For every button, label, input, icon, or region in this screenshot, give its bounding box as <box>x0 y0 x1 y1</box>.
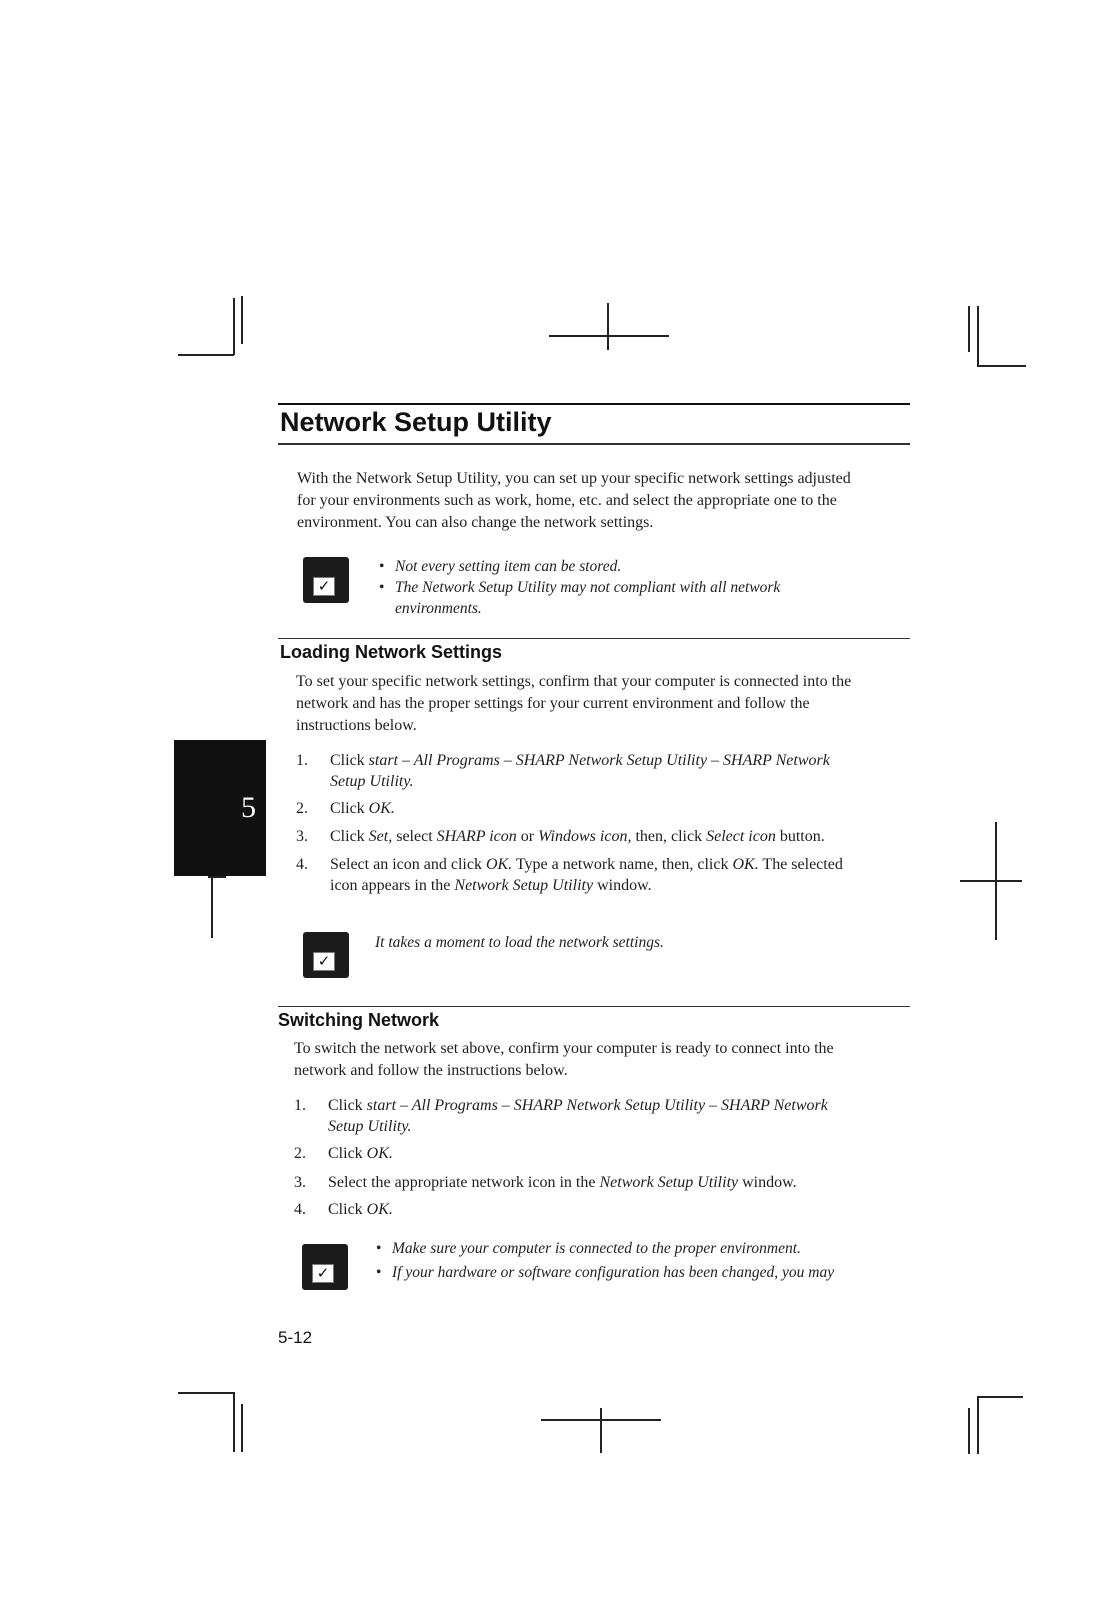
switching-section-rule <box>278 1006 910 1007</box>
step-number: 2. <box>294 1145 306 1162</box>
step-path-cont: Setup Utility. <box>330 773 414 790</box>
step-text: Select the appropriate network icon in the <box>328 1174 600 1191</box>
intro-paragraph <box>297 468 909 534</box>
checkmark-icon: ✓ <box>313 577 335 596</box>
step-ok: OK. <box>732 856 759 873</box>
step-number: 4. <box>296 856 308 873</box>
step-text: Click <box>328 1097 367 1114</box>
step-text: The selected <box>758 856 843 873</box>
step-ok: OK. <box>366 1145 393 1162</box>
step-term: Network Setup Utility <box>454 877 594 894</box>
step-term: Windows icon, <box>538 828 632 845</box>
step-text: Click <box>330 752 369 769</box>
step-term: Set, <box>368 828 393 845</box>
step-ok: OK. <box>366 1201 393 1218</box>
step-term: Select icon <box>706 828 776 845</box>
loading-step-2 <box>296 798 916 820</box>
step-text: or <box>516 828 539 845</box>
step-term: SHARP icon <box>436 828 517 845</box>
switching-heading: Switching Network <box>278 1010 440 1030</box>
step-ok: OK. <box>485 856 513 873</box>
intro-line: With the Network Setup Utility, you can set up your specific network settings adjusted <box>297 470 851 487</box>
step-text: icon appears in the <box>330 877 455 894</box>
intro-line: environment. You can also change the network settings. <box>297 514 654 531</box>
step-text: select <box>392 828 437 845</box>
step-ok: OK. <box>368 800 395 817</box>
loading-intro <box>296 671 908 737</box>
step-number: 4. <box>294 1201 306 1218</box>
step-number: 3. <box>294 1174 306 1191</box>
title-top-rule <box>278 403 910 405</box>
loading-section-rule <box>278 638 910 639</box>
step-text: Select an icon and click <box>330 856 486 873</box>
note-1-item-cont: environments. <box>395 600 482 617</box>
loading-heading: Loading Network Settings <box>280 642 503 662</box>
step-text: button. <box>775 828 825 845</box>
loading-note: It takes a moment to load the network settings. <box>375 934 664 951</box>
note-1-item: • The Network Setup Utility may not compliant with all network <box>395 577 780 598</box>
loading-step-3 <box>296 826 916 848</box>
loading-step-1 <box>296 750 916 794</box>
step-text: Click <box>328 1201 367 1218</box>
note-check-icon <box>302 1244 348 1290</box>
step-text: Click <box>330 800 369 817</box>
note-1-item: • Not every setting item can be stored. <box>395 556 780 577</box>
switching-step-3 <box>294 1172 914 1194</box>
loading-intro-line: To set your specific network settings, confirm that your computer is connected into the <box>296 673 852 690</box>
step-text: Type a network name, then, click <box>512 856 733 873</box>
intro-line: for your environments such as work, home, etc. and select the appropriate one to the <box>297 492 837 509</box>
step-path: start – All Programs – SHARP Network Setup Utility – SHARP Network <box>368 752 830 769</box>
checkmark-icon: ✓ <box>312 1264 334 1283</box>
step-path-cont: Setup Utility. <box>328 1118 412 1135</box>
switching-intro-line: To switch the network set above, confirm your computer is ready to connect into the <box>294 1040 834 1057</box>
step-term: Network Setup Utility <box>599 1174 739 1191</box>
page-title: Network Setup Utility <box>280 407 552 437</box>
step-text: window. <box>593 877 652 894</box>
step-text: window. <box>738 1174 797 1191</box>
switching-intro <box>294 1038 906 1082</box>
switching-step-1 <box>294 1095 914 1139</box>
step-number: 3. <box>296 828 308 845</box>
chapter-tab <box>174 740 266 876</box>
step-number: 2. <box>296 800 308 817</box>
switching-note-item: • If your hardware or software configuration has been changed, you may <box>392 1262 834 1283</box>
switching-note <box>392 1238 834 1283</box>
checkmark-icon: ✓ <box>313 952 335 971</box>
chapter-number: 5 <box>241 791 256 824</box>
step-text: Click <box>328 1145 367 1162</box>
page-number: 5-12 <box>278 1328 313 1347</box>
note-1 <box>395 556 780 619</box>
loading-step-4 <box>296 854 916 898</box>
loading-intro-line: network and has the proper settings for your current environment and follow the <box>296 695 810 712</box>
loading-intro-line: instructions below. <box>296 717 417 734</box>
step-text: then, click <box>631 828 707 845</box>
step-number: 1. <box>294 1097 306 1114</box>
step-number: 1. <box>296 752 308 769</box>
switching-intro-line: network and follow the instructions below. <box>294 1062 568 1079</box>
switching-step-4 <box>294 1199 914 1221</box>
switching-note-item: • Make sure your computer is connected to the proper environment. <box>392 1238 834 1259</box>
note-check-icon <box>303 932 349 978</box>
note-check-icon <box>303 557 349 603</box>
step-path: start – All Programs – SHARP Network Setup Utility – SHARP Network <box>366 1097 828 1114</box>
title-bottom-rule <box>278 443 910 445</box>
step-text: Click <box>330 828 369 845</box>
switching-step-2 <box>294 1143 914 1165</box>
